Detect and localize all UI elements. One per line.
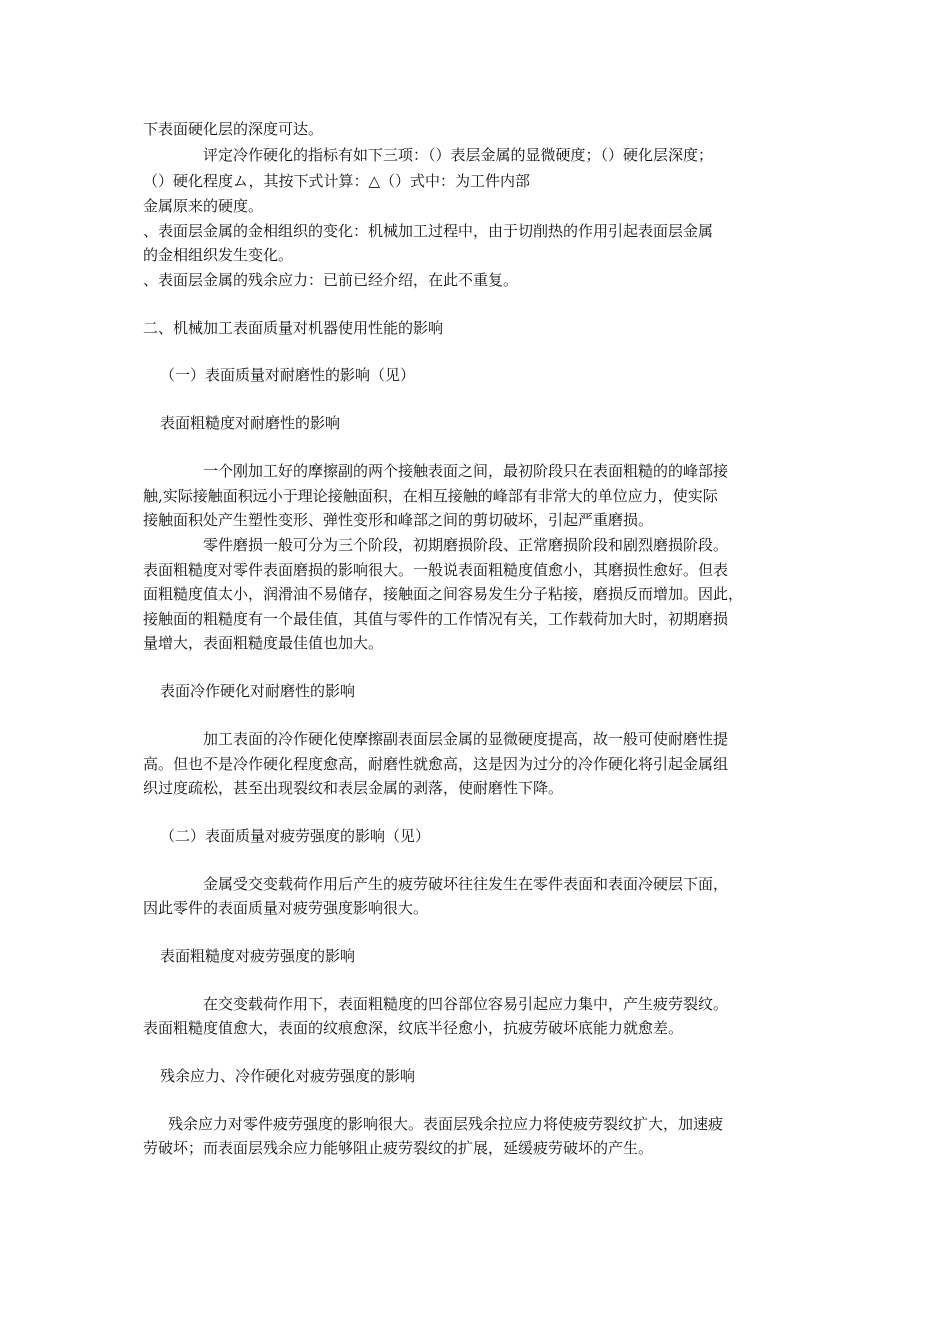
- topic-heading: 表面粗糙度对耐磨性的影响: [160, 414, 341, 432]
- text-line: 残余应力对零件疲劳强度的影响很大。表面层残余拉应力将使疲劳裂纹扩大，加速疲: [168, 1115, 724, 1133]
- text-line: 零件磨损一般可分为三个阶段，初期磨损阶段、正常磨损阶段和剧烈磨损阶段。: [203, 536, 729, 554]
- text-line: 接触面的粗糙度有一个最佳值，其值与零件的工作情况有关，工作载荷加大时，初期磨损: [143, 610, 729, 628]
- text-line: 在交变载荷作用下，表面粗糙度的凹谷部位容易引起应力集中，产生疲劳裂纹。: [203, 995, 729, 1013]
- text-line: 表面粗糙度对零件表面磨损的影响很大。一般说表面粗糙度值愈小，其磨损性愈好。但表: [143, 561, 729, 579]
- text-line: 面粗糙度值太小，润滑油不易储存，接触面之间容易发生分子粘接，磨损反而增加。因此，: [143, 585, 744, 603]
- text-line: 一个刚加工好的摩擦副的两个接触表面之间，最初阶段只在表面粗糙的的峰部接: [203, 462, 729, 480]
- text-line: 、表面层金属的金相组织的变化：机械加工过程中，由于切削热的作用引起表面层金属: [143, 222, 714, 240]
- text-line: 评定冷作硬化的指标有如下三项：（）表层金属的显微硬度；（）硬化层深度；: [203, 146, 714, 164]
- text-line: 劳破坏；而表面层残余应力能够阻止疲劳裂纹的扩展，延缓疲劳破坏的产生。: [143, 1139, 654, 1157]
- text-line: 触,实际接触面积远小于理论接触面积，在相互接触的峰部有非常大的单位应力，使实际: [143, 487, 718, 505]
- text-line: 、表面层金属的残余应力：已前已经介绍，在此不重复。: [143, 271, 519, 289]
- section-heading: 二、机械加工表面质量对机器使用性能的影响: [143, 319, 444, 337]
- topic-heading: 表面粗糙度对疲劳强度的影响: [160, 947, 356, 965]
- text-line: 高。但也不是冷作硬化程度愈高，耐磨性就愈高，这是因为过分的冷作硬化将引起金属组: [143, 755, 729, 773]
- text-line: 量增大，表面粗糙度最佳值也加大。: [143, 634, 384, 652]
- subsection-heading: （二）表面质量对疲劳强度的影响（见）: [160, 827, 431, 845]
- text-line: 因此零件的表面质量对疲劳强度影响很大。: [143, 899, 429, 917]
- text-line: （）硬化程度ム，其按下式计算：△（）式中：为工件内部: [143, 172, 530, 190]
- topic-heading: 残余应力、冷作硬化对疲劳强度的影响: [160, 1067, 416, 1085]
- text-line: 的金相组织发生变化。: [143, 246, 294, 264]
- text-line: 下表面硬化层的深度可达。: [143, 120, 324, 138]
- text-line: 接触面积处产生塑性变形、弹性变形和峰部之间的剪切破坏，引起严重磨损。: [143, 511, 654, 529]
- text-line: 金属原来的硬度。: [143, 197, 264, 215]
- text-line: 表面粗糙度值愈大，表面的纹痕愈深，纹底半径愈小，抗疲劳破坏底能力就愈差。: [143, 1019, 684, 1037]
- subsection-heading: （一）表面质量对耐磨性的影响（见）: [160, 366, 416, 384]
- text-line: 加工表面的冷作硬化使摩擦副表面层金属的显微硬度提高，故一般可使耐磨性提: [203, 730, 729, 748]
- text-line: 织过度疏松，甚至出现裂纹和表层金属的剥落，使耐磨性下降。: [143, 779, 564, 797]
- topic-heading: 表面冷作硬化对耐磨性的影响: [160, 682, 356, 700]
- text-line: 金属受交变载荷作用后产生的疲劳破坏往往发生在零件表面和表面冷硬层下面，: [203, 875, 729, 893]
